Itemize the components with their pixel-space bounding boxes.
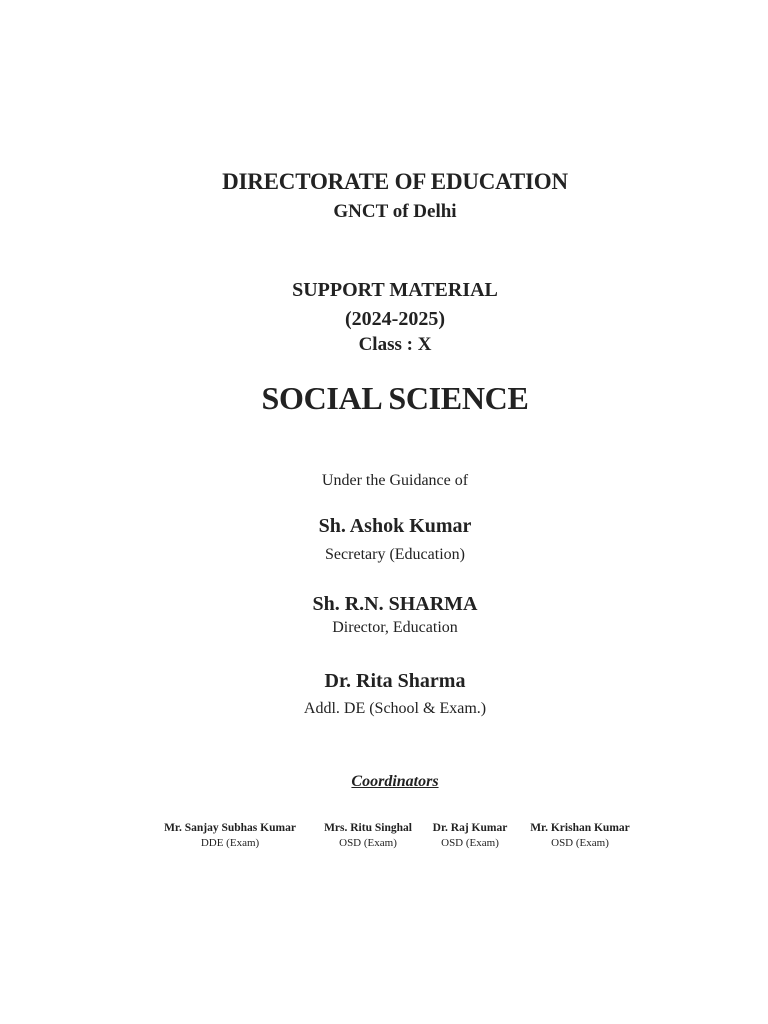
coordinator-entry [314,821,422,850]
coordinator-entry [522,821,638,850]
guide-name: Sh. R.N. SHARMA [312,593,478,615]
coordinator-role: OSD (Exam) [339,837,397,849]
coordinators-list [152,821,642,861]
coordinator-role: DDE (Exam) [200,837,260,849]
government-subtitle: GNCT of Delhi [333,201,457,222]
coordinator-role: OSD (Exam) [441,837,499,849]
guide-role: Addl. DE (School & Exam.) [303,700,487,717]
material-title: SUPPORT MATERIAL [292,279,498,301]
guide-role: Secretary (Education) [325,546,465,563]
guide-name: Sh. Ashok Kumar [318,515,472,537]
organization-title: DIRECTORATE OF EDUCATION [222,169,568,194]
subject-title: SOCIAL SCIENCE [261,380,529,416]
coordinator-name: Dr. Raj Kumar [432,822,508,834]
coordinator-name: Mr. Krishan Kumar [530,822,630,834]
session-years: (2024-2025) [345,308,445,330]
coordinator-name: Mr. Sanjay Subhas Kumar [164,822,296,834]
coordinators-heading: Coordinators [351,773,439,790]
coordinator-entry [152,821,308,850]
guide-role: Director, Education [332,619,458,636]
coordinator-role: OSD (Exam) [551,837,609,849]
class-label: Class : X [358,334,432,355]
coordinator-name: Mrs. Ritu Singhal [324,822,412,834]
guidance-intro: Under the Guidance of [321,472,469,489]
coordinator-entry [424,821,516,850]
guide-name: Dr. Rita Sharma [324,670,466,692]
